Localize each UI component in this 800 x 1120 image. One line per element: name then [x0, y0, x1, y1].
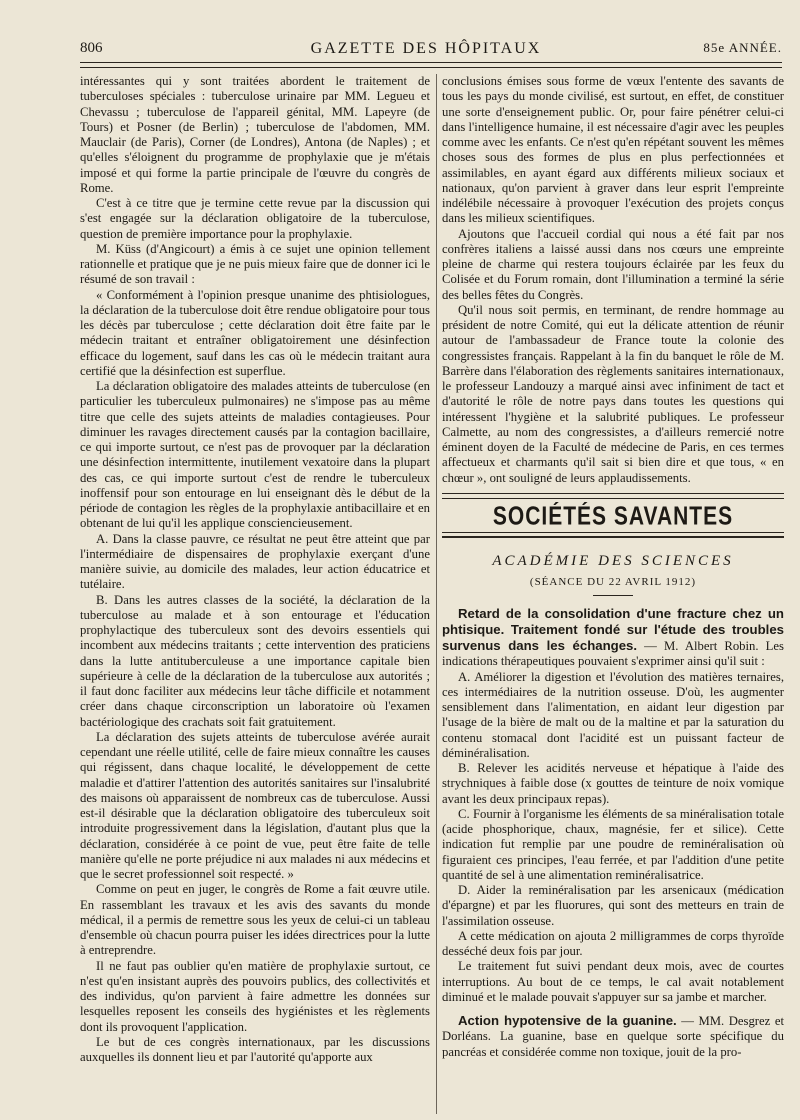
volume-year: 85e ANNÉE.	[703, 40, 782, 55]
article-author: — M. Albert Robin. Les indications thérapeutiques pouvaient s'exprimer ainsi qu'il suit :	[442, 639, 784, 669]
paragraph: D. Aider la reminéralisation par les arsenicaux (médication d'épargne) et par les fluorures, qui sont des metteurs en train de l'assimilation osseuse.	[442, 883, 784, 928]
paragraph: Qu'il nous soit permis, en terminant, de rendre hommage au président de notre Comité, qui eut la délicate attention de réunir autour de l'ambassadeur de France toute la colonie des congressistes français. Rappelant à la fin du banquet le rôle de M. Barrère dans l'élaboration des règlements sanitaires internationaux, le professeur Landouzy a marqué ainsi avec infiniment de tact et d'autorité le rôle de notre pays dans toutes les questions qui intéressent l'hygiène et la salubrité publiques. Le professeur Calmette, au nom des congressistes, a d'ailleurs remercié notre éminent doyen de la Faculté de médecine de Paris, en ces termes affectueux et charmants qu'il sait si bien dire et que tous, « en chœur », ont souligné de leurs applaudissements.	[442, 302, 784, 485]
section-rule	[442, 493, 784, 499]
paragraph: intéressantes qui y sont traitées abordent le traitement de tuberculoses spéciales : tuberculose urinaire par MM. Legueu et Chevassu ; tuberculose de l'appareil génital, MM. Lapeyre (de Tours) et Posner (de Berlin) ; tuberculose de l'abdomen, MM. Mauclair (de Paris), Corner (de Londres), Antona (de Naples) ; et qu'elles s'éloignent du programme de prophylaxie que je m'étais imposé et qui forme la partie principale de l'œuvre du congrès de Rome.	[80, 74, 430, 195]
paragraph: C'est à ce titre que je termine cette revue par la discussion qui s'est engagée sur la déclaration obligatoire de la tuberculose, question de première importance pour la prophylaxie.	[80, 196, 430, 241]
academy-heading: ACADÉMIE DES SCIENCES	[492, 553, 734, 569]
paragraph: « Conformément à l'opinion presque unanime des phtisiologues, la déclaration de la tuberculose doit être rendue obligatoire pour tous les décès par tuberculose ; cette déclaration doit être faite par le médecin traitant et entraîner obligatoirement une désinfection efficace du logement, sauf dans les cas où le médecin traitant aura certifié que la désinfection est superflue.	[80, 287, 430, 378]
column-divider	[436, 74, 437, 1114]
header-rule	[80, 62, 782, 68]
paragraph: M. Küss (d'Angicourt) a émis à ce sujet une opinion tellement rationnelle et pratique que je ne puis mieux faire que de donner ici le résumé de son travail :	[80, 241, 430, 287]
paragraph: Le but de ces congrès internationaux, par les discussions auxquelles ils donnent lieu et par l'autorité qu'apporte aux	[80, 1034, 430, 1064]
article-title: Retard de la consolidation d'une fracture chez un phtisique. Traitement fondé sur l'étude des troubles survenus dans les échanges.	[442, 605, 784, 653]
paragraph: La déclaration des sujets atteints de tuberculose avérée aurait cependant une réelle utilité, celle de faire mieux connaître les causes qui régissent, dans chaque localité, le développement de cette maladie et d'attirer l'attention des autorités sanitaires sur l'insalubrité des maisons où apparaissent de nombreux cas de tuberculose. Aussi est-il désirable que la déclaration obligatoire des tuberculeux soit introduite progressivement dans la législation, d'autant plus que la déclaration, considérée à ce point de vue, peut être faite de telle manière qu'elle ne porte préjudice ni aux malades ni aux médecins et que le secret professionnel soit respecté. »	[80, 729, 430, 881]
paragraph: Le traitement fut suivi pendant deux mois, avec de courtes interruptions. Au bout de ce temps, le cal avait notablement diminué et le malade pouvait s'appuyer sur sa jambe et marcher.	[442, 959, 784, 1004]
page-header	[70, 40, 782, 64]
paragraph: conclusions émises sous forme de vœux l'entente des savants de tous les pays du monde civilisé, est surtout, en effet, de constituer une sorte d'enseignement public. Or, pour faire pénétrer celui-ci dans l'intelligence humaine, il est nécessaire d'agir avec les peuples comme avec les enfants. Ce n'est qu'en répétant souvent les mêmes choses sous des formes de plus en plus perfectionnées et assimilables, en ayant égard aux différents milieux sociaux et nationaux, qu'on parvient à graver dans leur esprit l'empreinte indélébile nécessaire à provoquer l'exécution des projets conçus dans les milieux scientifiques.	[442, 74, 784, 226]
article-text: — MM. Desgrez et Dorléans. La guanine, base en quelque sorte spécifique du pancréas et considérée comme non toxique, jouit de la pro-	[442, 1014, 784, 1059]
journal-title: GAZETTE DES HÔPITAUX	[310, 40, 542, 57]
section-title: SOCIÉTÉS SAVANTES	[492, 501, 734, 531]
article-lead	[442, 606, 784, 670]
paragraph: Ajoutons que l'accueil cordial qui nous a été fait par nos confrères italiens a laissé aussi dans nos cœurs une empreinte pleine de charme qui restera toujours éclairée par les feux du Colisée et du Forum romain, dont l'illumination a terminé la série des belles fêtes du Congrès.	[442, 226, 784, 302]
paragraph: A cette médication on ajouta 2 milligrammes de corps thyroïde desséché deux fois par jour.	[442, 928, 784, 958]
paragraph: A. Améliorer la digestion et l'évolution des matières ternaires, ces intermédiaires de la nutrition osseuse. D'où, les augmenter sensiblement dans l'alimentation, en aidant leur digestion par l'usage de la bière de malt ou de la maltine et par la saturation du contenu stomacal dont l'acidité est un puissant facteur de déminéralisation.	[442, 669, 784, 760]
paragraph: B. Dans les autres classes de la société, la déclaration de la tuberculose au malade et à son entourage et l'éducation prophylactique des tuberculeux sont des devoirs essentiels qui incombent aux médecins traitants ; cette intervention des praticiens dans la lutte antituberculeuse a une importance capitale bien supérieure à celle de la déclaration de la tuberculose aux autorités ; il faut donc faciliter aux médecins leur tâche difficile et notamment créer dans chaque circonscription un laboratoire où l'examen bactériologique des crachats soit fait gratuitement.	[80, 592, 430, 729]
paragraph: B. Relever les acidités nerveuse et hépatique à l'aide des strychniques à faible dose (x gouttes de teinture de noix vomique avant les deux principaux repas).	[442, 761, 784, 806]
article-lead	[442, 1013, 784, 1060]
article-title: Action hypotensive de la guanine.	[458, 1013, 677, 1028]
paragraph: A. Dans la classe pauvre, ce résultat ne peut être atteint que par l'intermédiaire de dispensaires de prophylaxie exerçant d'une manière suivie, au domicile des malades, leur action éducatrice et tutélaire.	[80, 531, 430, 592]
page-number: 806	[80, 40, 103, 56]
paragraph: C. Fournir à l'organisme les éléments de sa minéralisation totale (acide phosphorique, chaux, magnésie, fer et silice). Cette indication fut remplie par une poudre de reminéralisation où figuraient ces principes, l'eau ferrée, et par l'addition d'une petite quantité de sel à une alimentation reminéralisatrice.	[442, 806, 784, 882]
right-column	[442, 74, 784, 1060]
session-date: (SÉANCE DU 22 AVRIL 1912)	[529, 576, 697, 589]
left-column	[80, 74, 430, 1065]
section-rule	[442, 532, 784, 538]
paragraph: Il ne faut pas oublier qu'en matière de prophylaxie surtout, ce n'est qu'en insistant auprès des pouvoirs publics, des collectivités et des individus, qu'on parvient à faire admettre les données sur lesquelles reposent les conseils des hygiénistes et les règlements dont ils provoquent l'application.	[80, 958, 430, 1034]
paragraph: Comme on peut en juger, le congrès de Rome a fait œuvre utile. En rassemblant les travaux et les avis des savants du monde médical, il a permis de remettre sous les yeux de celui-ci un tableau d'ensemble où chacun pourra puiser les idées directrices pour la lutte à entreprendre.	[80, 882, 430, 958]
short-rule	[593, 595, 633, 596]
paragraph: La déclaration obligatoire des malades atteints de tuberculose (en particulier les tuberculeux pulmonaires) ne s'impose pas au même titre que celle des sujets atteints de maladies contagieuses. Pour diminuer les ravages directement causés par la contagion bacillaire, ce qui importe surtout, ce n'est pas de provoquer par la déclaration une désinfection intermittente, inutilement vexatoire dans la plupart des cas, ce qui importe surtout c'est de rendre le tuberculeux inoffensif pour son entourage en lui enseignant dès le début de la période de contagion les règles de la prophylaxie antibacillaire et en obtenant de lui qu'il les applique consciencieusement.	[80, 379, 430, 531]
